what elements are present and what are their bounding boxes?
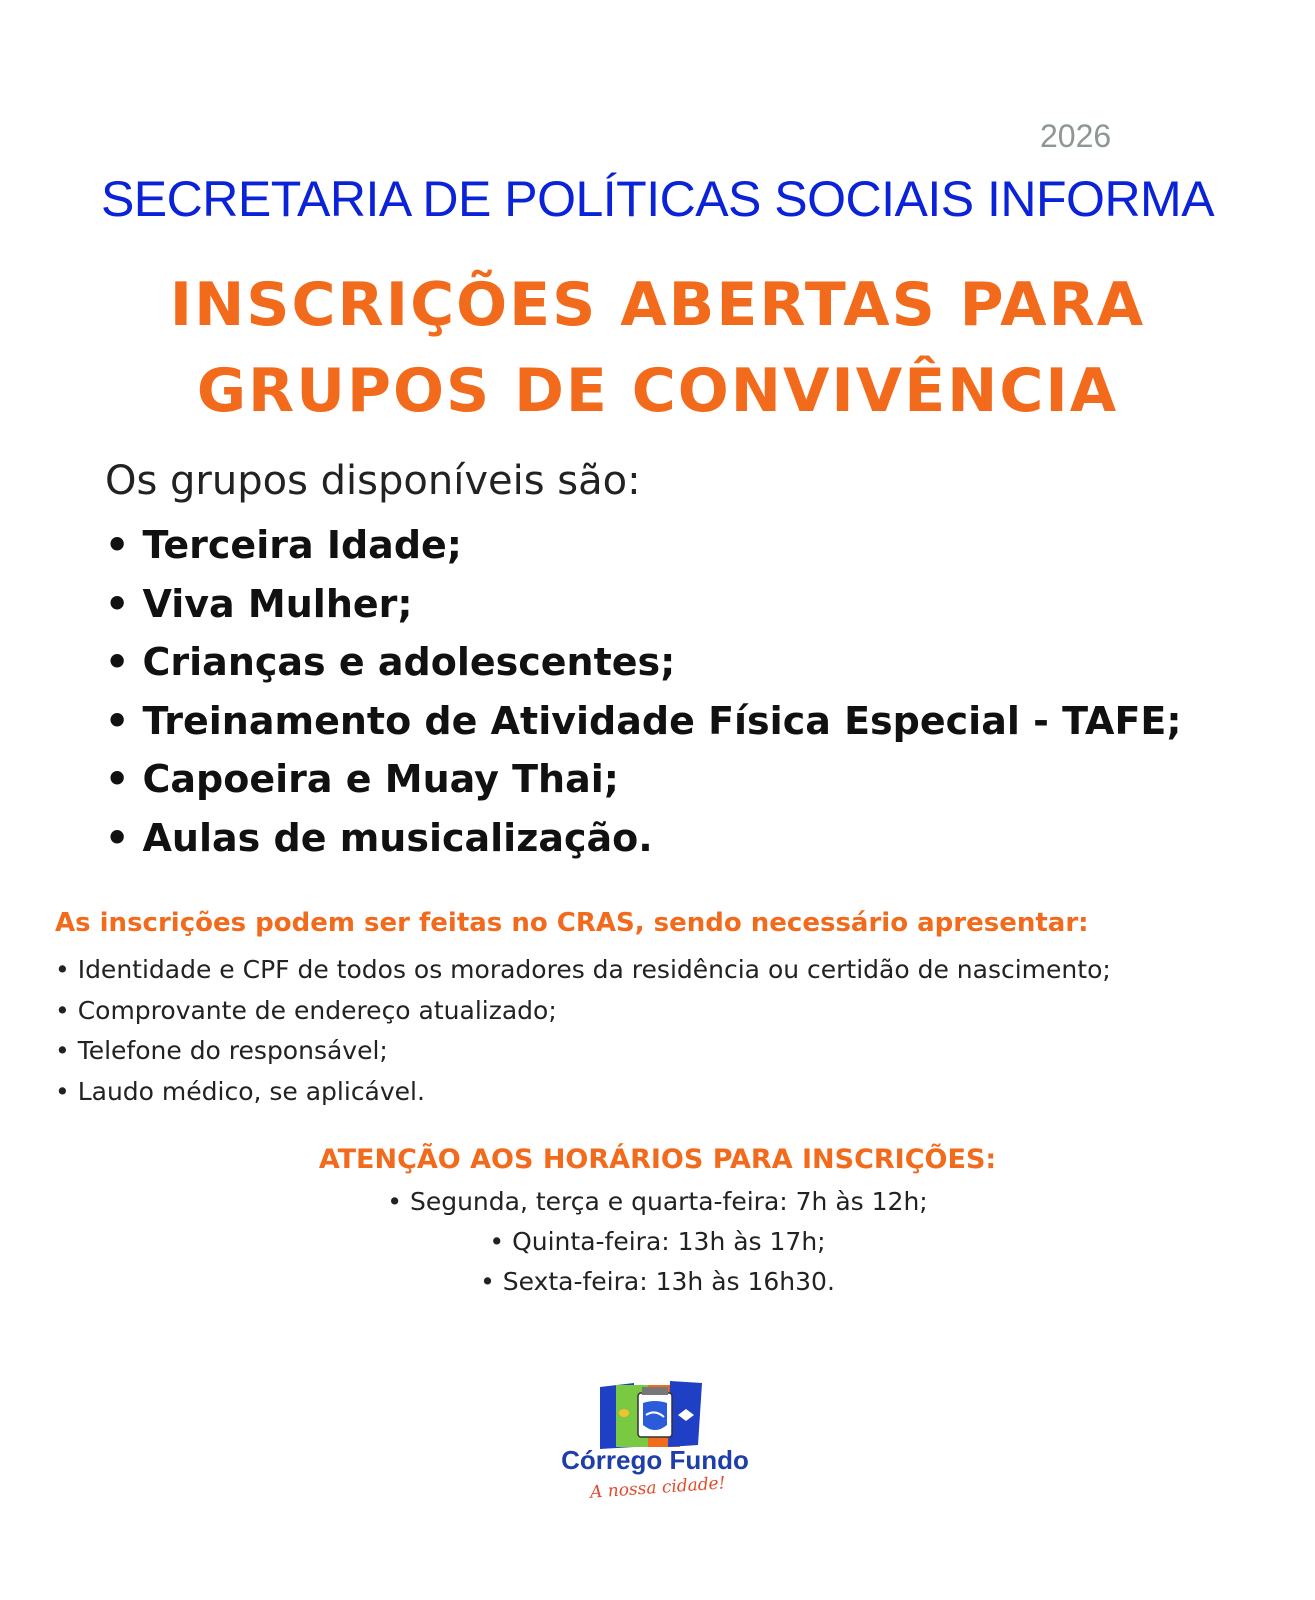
hours-item: • Segunda, terça e quarta-feira: 7h às 12h; (387, 1187, 928, 1216)
group-item: • Viva Mulher; (105, 581, 413, 626)
requirement-item: • Laudo médico, se aplicável. (55, 1076, 425, 1106)
requirement-item: • Telefone do responsável; (55, 1036, 388, 1065)
hours-list (0, 1182, 1315, 1302)
group-item: • Crianças e adolescentes; (105, 640, 676, 684)
secretaria-heading: SECRETARIA DE POLÍTICAS SOCIAIS INFORMA (100, 171, 1215, 227)
headline-line-1: INSCRIÇÕES ABERTAS PARA (169, 270, 1146, 340)
group-item: • Terceira Idade; (105, 523, 462, 567)
hours-title: ATENÇÃO AOS HORÁRIOS PARA INSCRIÇÕES: (318, 1144, 997, 1175)
requirement-item: • Comprovante de endereço atualizado; (55, 995, 557, 1025)
city-logo (530, 1375, 780, 1515)
hours-item: • Sexta-feira: 13h às 16h30. (480, 1267, 835, 1296)
hours-item: • Quinta-feira: 13h às 17h; (489, 1227, 826, 1256)
requirements-list (55, 950, 1111, 1112)
groups-list (105, 516, 1182, 867)
logo-slogan: A nossa cidade! (589, 1473, 727, 1503)
year-label: 2026 (1040, 118, 1112, 154)
group-item: • Capoeira e Muay Thai; (105, 757, 619, 801)
group-item: • Treinamento de Atividade Física Especial - TAFE; (105, 698, 1182, 743)
group-item: • Aulas de musicalização. (105, 815, 653, 860)
logo-name: Córrego Fundo (561, 1445, 749, 1475)
headline-line-2: GRUPOS DE CONVIVÊNCIA (196, 356, 1119, 426)
requirement-item: • Identidade e CPF de todos os moradores da residência ou certidão de nascimento; (55, 955, 1111, 984)
groups-intro: Os grupos disponíveis são: (105, 458, 641, 504)
headline (0, 262, 1315, 434)
requirements-title: As inscrições podem ser feitas no CRAS, sendo necessário apresentar: (55, 908, 1089, 938)
city-flag-icon (530, 1375, 780, 1450)
